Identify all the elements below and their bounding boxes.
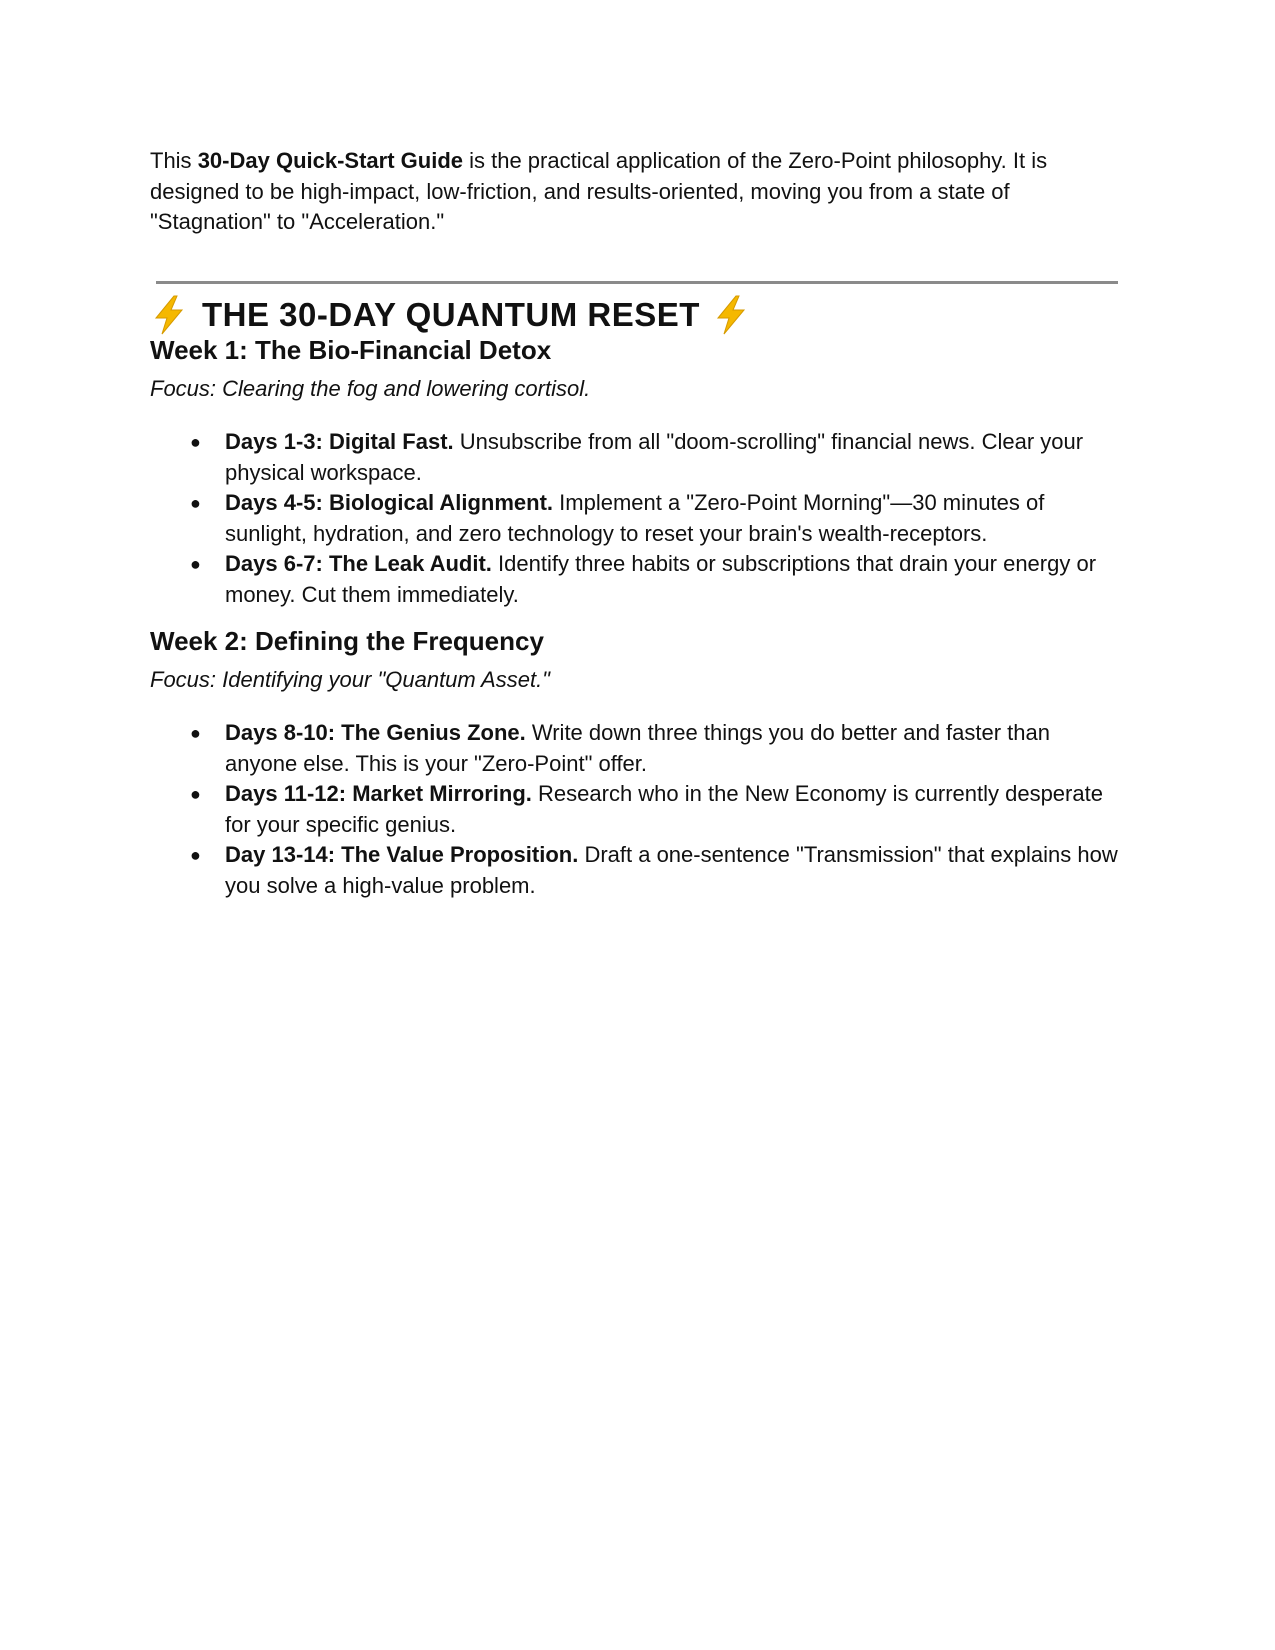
bullet-icon: ● [190, 845, 201, 865]
bullet-icon: ● [190, 432, 201, 452]
list-item [150, 488, 1120, 549]
list-item [150, 549, 1120, 610]
week-1-heading: Week 1: The Bio-Financial Detox [150, 335, 552, 365]
bullet-icon: ● [190, 784, 201, 804]
item-text: Research who in the New Economy is currently desperate for your specific genius. [225, 781, 1103, 837]
week-2-focus: Focus: Identifying your "Quantum Asset." [150, 667, 550, 692]
item-label: Days 11-12: Market Mirroring. [225, 781, 532, 806]
list-item [150, 718, 1120, 779]
bullet-icon: ● [190, 723, 201, 743]
bullet-icon: ● [190, 493, 201, 513]
item-text: Draft a one-sentence "Transmission" that explains how you solve a high-value problem. [225, 842, 1118, 898]
bullet-icon: ● [190, 554, 201, 574]
list-item [150, 840, 1120, 901]
week-2-list [150, 718, 1120, 901]
title-text: THE 30-DAY QUANTUM RESET [202, 296, 700, 333]
week-2-heading: Week 2: Defining the Frequency [150, 626, 544, 656]
week-1-list [150, 427, 1120, 610]
item-text: Identify three habits or subscriptions that drain your energy or money. Cut them immediately. [225, 551, 1097, 607]
lightning-bolt-icon [712, 295, 750, 335]
item-text: Write down three things you do better and faster than anyone else. This is your "Zero-Point" offer. [225, 720, 1050, 776]
horizontal-divider [156, 281, 1118, 284]
item-label: Days 6-7: The Leak Audit. [225, 551, 492, 576]
item-label: Days 4-5: Biological Alignment. [225, 490, 554, 515]
list-item [150, 779, 1120, 840]
item-label: Days 8-10: The Genius Zone. [225, 720, 526, 745]
item-text: Implement a "Zero-Point Morning"—30 minutes of sunlight, hydration, and zero technology to reset your brain's wealth-receptors. [225, 490, 1045, 546]
intro-paragraph [150, 146, 1110, 238]
list-item [150, 427, 1120, 488]
page-title [150, 295, 750, 335]
item-label: Days 1-3: Digital Fast. [225, 429, 454, 454]
intro-prefix: This [150, 148, 198, 173]
intro-bold-guide-name: 30-Day Quick-Start Guide [197, 148, 463, 173]
item-text: Unsubscribe from all "doom-scrolling" financial news. Clear your physical workspace. [225, 429, 1084, 485]
week-1-focus: Focus: Clearing the fog and lowering cortisol. [150, 376, 591, 401]
lightning-bolt-icon [150, 295, 188, 335]
intro-suffix: is the practical application of the Zero-Point philosophy. It is designed to be high-impact, low-friction, and results-oriented, moving you from a state of "Stagnation" to "Acceleration." [150, 148, 1048, 234]
item-label: Day 13-14: The Value Proposition. [225, 842, 579, 867]
